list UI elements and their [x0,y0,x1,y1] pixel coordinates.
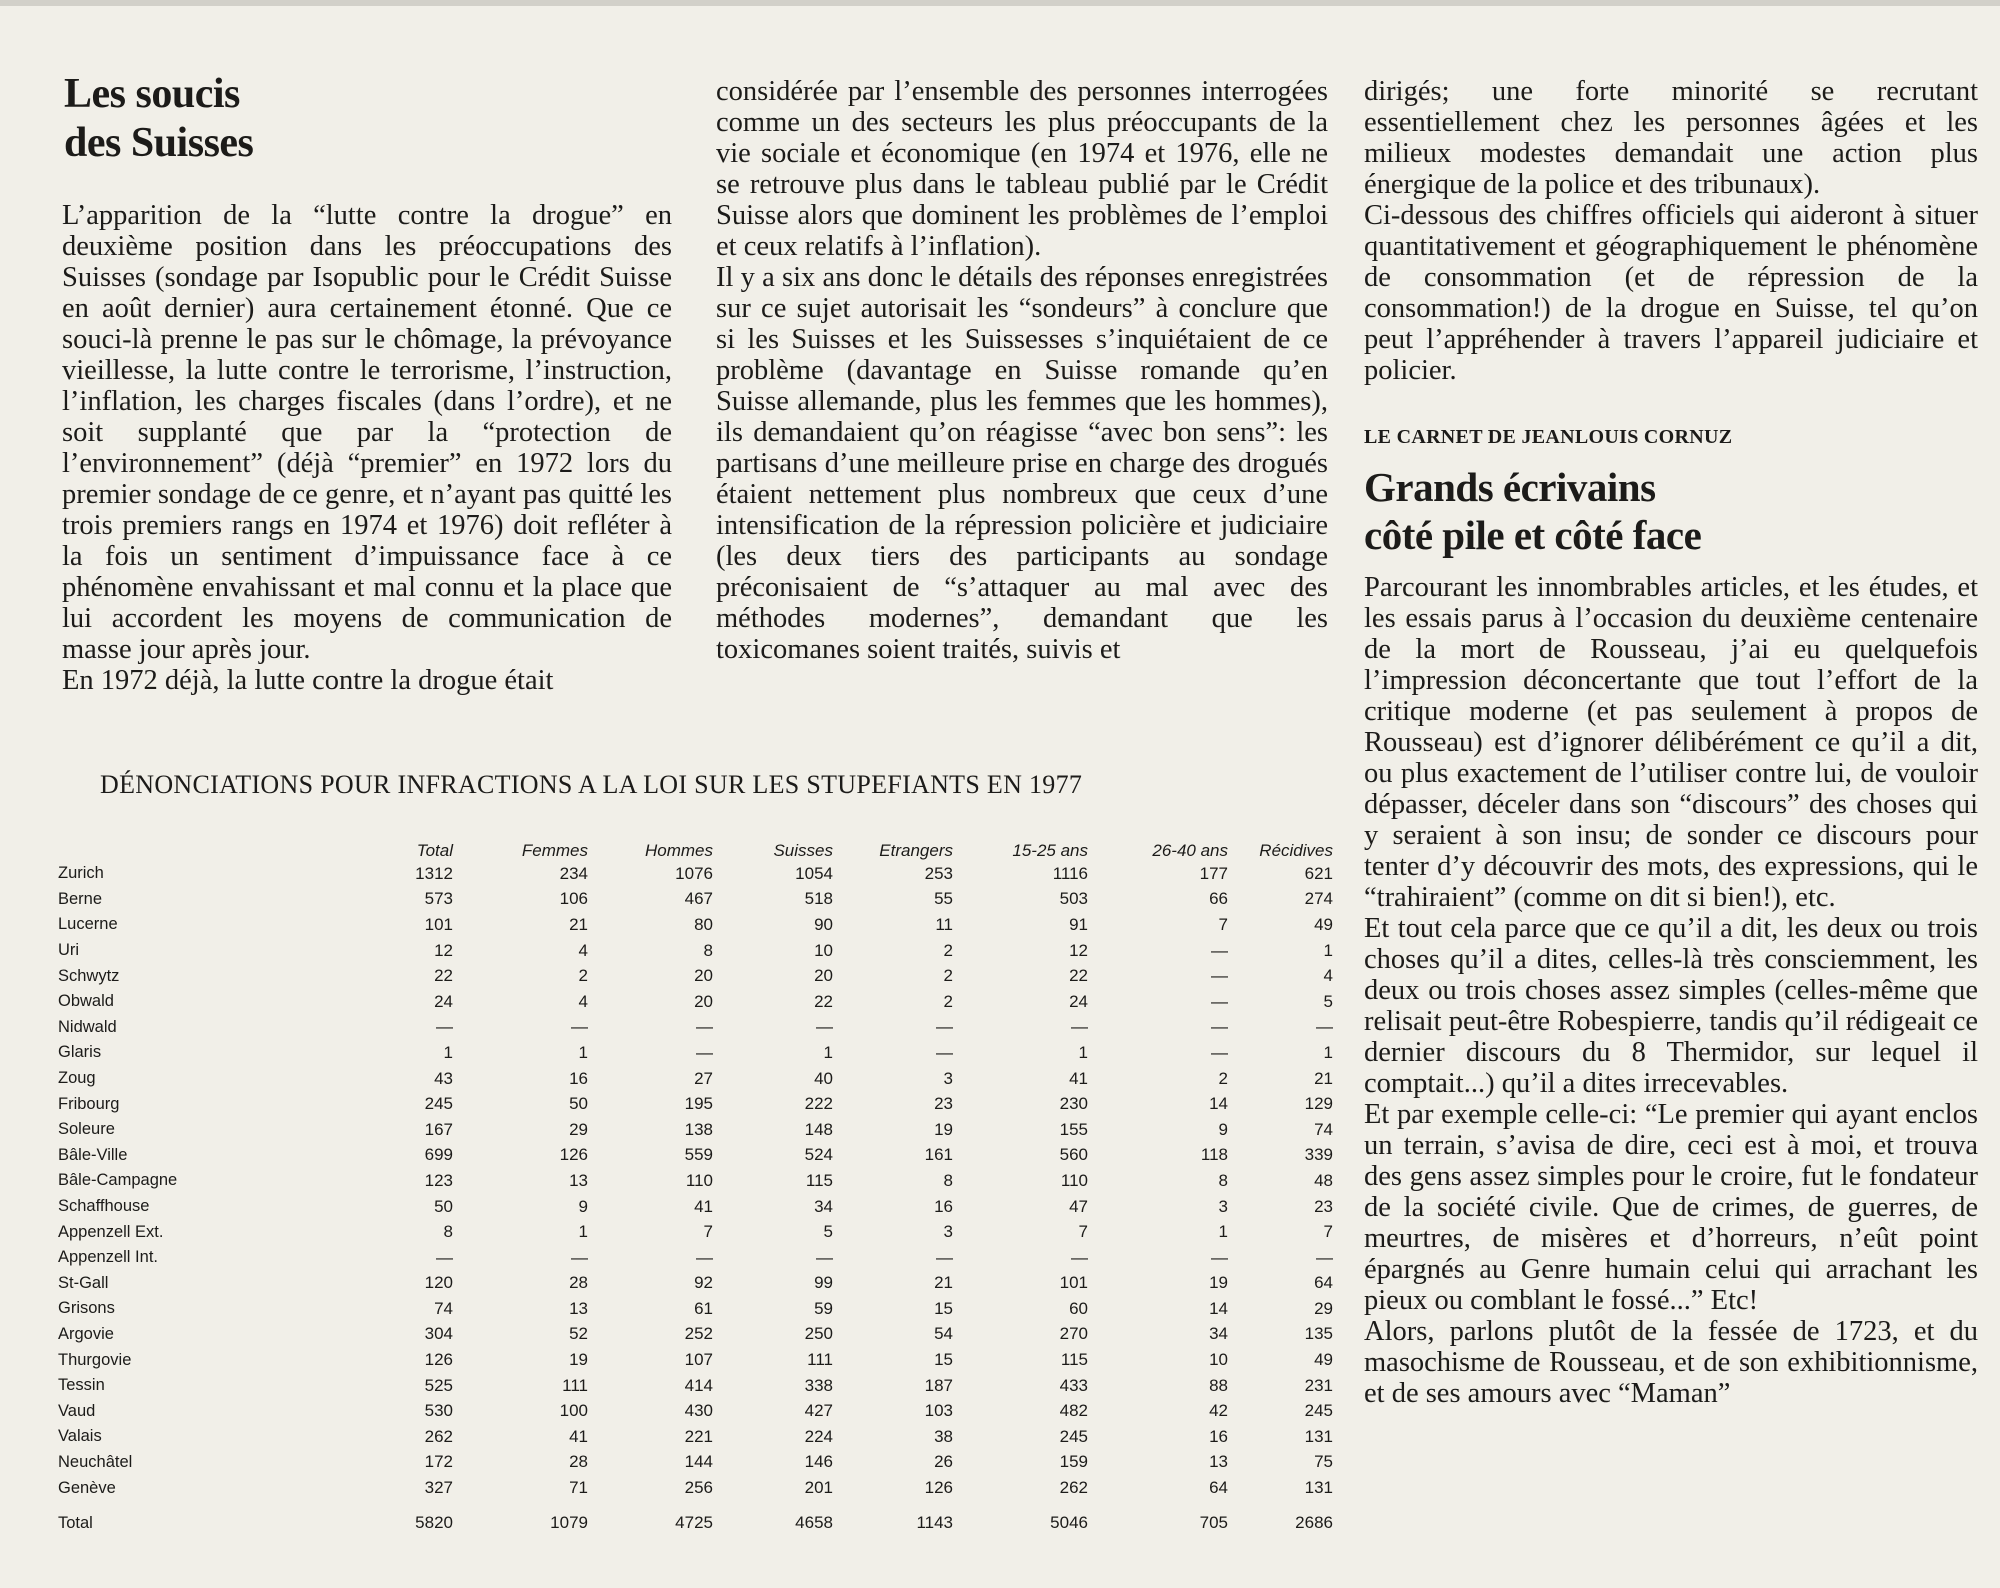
table-cell: 21 [1314,1068,1333,1088]
table-cell: 19 [569,1350,588,1370]
table-row [58,1373,1333,1399]
table-cell: 1054 [795,863,833,883]
table-cell: 22 [814,991,833,1011]
table-cell: 530 [424,1401,453,1421]
table-cell: — [1071,1247,1088,1267]
table-cell: 129 [1304,1094,1333,1114]
table-cell: 1 [1218,1222,1228,1242]
table-cell: 126 [424,1350,453,1370]
table-cell: 234 [559,863,588,883]
table-row [58,887,1333,913]
table-cell: 1 [578,1222,588,1242]
table-cell: 13 [569,1170,588,1190]
total-cell: 705 [1199,1512,1228,1532]
table-cell: — [1316,1247,1333,1267]
canton-name: Thurgovie [58,1350,132,1369]
canton-name: Tessin [58,1376,105,1395]
table-cell: 15 [934,1350,953,1370]
table-cell: 16 [934,1196,953,1216]
table-cell: 13 [569,1298,588,1318]
table-row [58,1450,1333,1476]
total-cell: 1079 [550,1512,588,1532]
table-cell: 111 [807,1350,833,1370]
table-cell: 24 [434,991,453,1011]
table-cell: 4 [578,991,588,1011]
table-row [58,1475,1333,1501]
table-cell: 120 [424,1273,453,1293]
table-row [58,1296,1333,1322]
table-cell: 13 [1209,1452,1228,1472]
paragraph: Ci-dessous des chiffres officiels qui aideront à situer quantitativement et géographiquement le phénomène de consommation (et de répression de la consommation!) de la drogue en Suisse, tel qu’on peut l’appréhender à travers l’appareil judiciaire et policier. [1364,200,1978,386]
table-cell: 155 [1059,1119,1088,1139]
table-cell: 64 [1314,1273,1333,1293]
table-cell: 2 [578,966,588,986]
table-cell: 3 [1218,1196,1228,1216]
table-cell: 245 [1304,1401,1333,1421]
table-cell: 131 [1304,1426,1333,1446]
table-cell: — [936,1017,953,1037]
table-cell: 48 [1314,1170,1333,1190]
table-cell: 71 [569,1478,588,1498]
table-cell: — [1211,966,1228,986]
article2-block [1364,426,1978,559]
table-cell: 274 [1304,889,1333,909]
table-cell: 23 [934,1094,953,1114]
table-row [58,1091,1333,1117]
table-row [58,1398,1333,1424]
table-cell: 19 [1209,1273,1228,1293]
canton-name: Zoug [58,1069,96,1088]
table-cell: 54 [934,1324,953,1344]
table-cell: 503 [1059,889,1088,909]
table-cell: 7 [703,1222,713,1242]
total-cell: 4725 [675,1512,713,1532]
table-cell: — [571,1247,588,1267]
table-cell: 50 [434,1196,453,1216]
canton-name: Schaffhouse [58,1197,150,1216]
table-cell: 256 [684,1478,713,1498]
canton-name: Glaris [58,1043,102,1062]
table-cell: 327 [424,1478,453,1498]
table-cell: 560 [1059,1145,1088,1165]
table-cell: — [571,1017,588,1037]
canton-name: Genève [58,1478,116,1497]
column-header: Etrangers [879,841,953,860]
table-cell: 20 [814,966,833,986]
table-cell: 42 [1209,1401,1228,1421]
table-cell: 262 [1059,1478,1088,1498]
table-body [58,861,1333,1533]
table-cell: 5 [823,1222,833,1242]
table-cell: 43 [434,1068,453,1088]
table-cell: 167 [424,1119,453,1139]
table-cell: 28 [569,1452,588,1472]
table-cell: 304 [424,1324,453,1344]
table-cell: 2 [943,991,953,1011]
table-cell: 433 [1059,1375,1088,1395]
table-cell: 131 [1304,1478,1333,1498]
table-cell: 16 [569,1068,588,1088]
table-cell: 467 [684,889,713,909]
table-cell: 1 [1323,1042,1333,1062]
total-cell: 1143 [916,1512,953,1532]
canton-name: Valais [58,1427,102,1446]
table-cell: 92 [694,1273,713,1293]
table-cell: 9 [578,1196,588,1216]
table-cell: 3 [943,1068,953,1088]
table-cell: 8 [703,940,713,960]
table-cell: 101 [1059,1273,1088,1293]
table-row [58,963,1333,989]
table-cell: 135 [1304,1324,1333,1344]
table-row [58,1245,1333,1271]
canton-name: Bâle-Ville [58,1145,128,1164]
article1-column-2 [716,76,1328,665]
table-cell: 1116 [1052,863,1088,883]
table-cell: 22 [434,966,453,986]
table-cell: 40 [814,1068,833,1088]
table-cell: 9 [1218,1119,1228,1139]
table-cell: 12 [434,940,453,960]
canton-name: Berne [58,889,103,908]
table-cell: 27 [694,1068,713,1088]
table-cell: 1 [443,1042,453,1062]
headline-line: des Suisses [64,120,254,166]
table-cell: 621 [1304,863,1333,883]
table-cell: 110 [1060,1170,1088,1190]
column-header: Suisses [773,841,833,860]
table-cell: 74 [434,1298,453,1318]
table-cell: 19 [934,1119,953,1139]
column-header: 15-25 ans [1012,841,1088,860]
table-cell: — [696,1017,713,1037]
table-cell: — [1211,940,1228,960]
table-cell: 34 [814,1196,833,1216]
table-cell: 41 [569,1426,588,1446]
table-cell: 148 [804,1119,833,1139]
table-cell: 24 [1069,991,1088,1011]
table-row [58,938,1333,964]
table-cell: 414 [684,1375,713,1395]
table-cell: 187 [924,1375,953,1395]
table-cell: 159 [1059,1452,1088,1472]
table-cell: 47 [1069,1196,1088,1216]
page-top-edge [0,0,2000,6]
table-cell: 55 [934,889,953,909]
table-cell: 26 [934,1452,953,1472]
table-cell: 4 [578,940,588,960]
table-cell: 14 [1209,1094,1228,1114]
table-row [58,1424,1333,1450]
table-cell: 138 [684,1119,713,1139]
canton-name: Fribourg [58,1094,120,1113]
total-cell: 5046 [1050,1512,1088,1532]
table-cell: 427 [804,1401,833,1421]
table-cell: 49 [1314,914,1333,934]
table-cell: 146 [804,1452,833,1472]
column-header: Total [416,841,453,860]
table-cell: — [1211,1042,1228,1062]
canton-name: Neuchâtel [58,1452,133,1471]
table-cell: — [1071,1017,1088,1037]
table-cell: 253 [924,863,953,883]
table-cell: 103 [924,1401,953,1421]
table-cell: 100 [559,1401,588,1421]
canton-name: Appenzell Ext. [58,1222,164,1241]
table-cell: 101 [424,914,453,934]
table-row [58,1271,1333,1297]
table-cell: — [816,1017,833,1037]
table-cell: — [1211,1017,1228,1037]
total-cell: 2686 [1295,1512,1333,1532]
table-cell: — [1316,1017,1333,1037]
table-row [58,1117,1333,1143]
table-cell: 15 [934,1298,953,1318]
canton-name: Argovie [58,1324,114,1343]
table-cell: 28 [569,1273,588,1293]
table-cell: 41 [1069,1068,1088,1088]
table-cell: 21 [569,914,588,934]
table-cell: — [436,1247,453,1267]
table-cell: 222 [804,1094,833,1114]
canton-name: Uri [58,941,80,960]
table-cell: 74 [1314,1119,1333,1139]
canton-name: Vaud [58,1401,96,1420]
article2-headline [1364,463,1978,559]
table-cell: — [936,1042,953,1062]
table-cell: 339 [1304,1145,1333,1165]
paragraph: Et tout cela parce que ce qu’il a dit, les deux ou trois choses qu’il a dites, celles-là très consciemment, les deux ou trois choses assez simples (celles-même que relisait peut-être Robespierre, tandis qu’il rédigeait ce dernier discours du 8 Thermidor, sur lequel il comptait...) qu’il a dites irrecevables. [1364,913,1978,1099]
table-cell: 110 [685,1170,713,1190]
table-total-row [58,1501,1333,1533]
column-header: Hommes [644,841,713,860]
header-canton [58,833,208,861]
table-cell: — [936,1247,953,1267]
table-row [58,1322,1333,1348]
table-row [58,1066,1333,1092]
paragraph: En 1972 déjà, la lutte contre la drogue était [62,665,554,696]
table-row [58,1219,1333,1245]
canton-name: Nidwald [58,1017,117,1036]
table-cell: 201 [804,1478,833,1498]
table-cell: 250 [804,1324,833,1344]
table-cell: 38 [934,1426,953,1446]
table-cell: — [816,1247,833,1267]
paragraph: Alors, parlons plutôt de la fessée de 1723, et du masochisme de Rousseau, et de son exhibitionnisme, et de ses amours avec “Maman” [1364,1316,1978,1409]
table-cell: 16 [1209,1426,1228,1446]
table-row [58,861,1333,887]
article1-headline-block [64,70,624,168]
table-row [58,1015,1333,1041]
canton-name: Soleure [58,1120,115,1139]
table-cell: 195 [684,1094,713,1114]
column-kicker: LE CARNET DE JEANLOUIS CORNUZ [1364,426,1733,448]
table-cell: 172 [424,1452,453,1472]
table-cell: 430 [684,1401,713,1421]
table-row [58,1168,1333,1194]
table-cell: 52 [569,1324,588,1344]
statistics-table [58,833,1333,1533]
table-cell: 8 [1218,1170,1228,1190]
table-cell: 49 [1314,1350,1333,1370]
paragraph: L’apparition de la “lutte contre la drogue” en deuxième position dans les préoccupations des Suisses (sondage par Isopublic pour le Crédit Suisse en août dernier) aura certainement étonné. Que ce souci-là prenne le pas sur le chômage, la prévoyance vieillesse, la lutte contre le terrorisme, l’instruction, l’inflation, les charges fiscales (dans l’ordre), et ne soit supplanté que par la “protection de l’environnement” (déjà “premier” en 1972 lors du premier sondage de ce genre, et n’ayant pas quitté les trois premiers rangs en 1974 et 1976) doit refléter à la fois un sentiment d’impuissance face à ce phénomène envahissant et mal connu et la place que lui accordent les moyens de communication de masse jour après jour. [62,200,672,665]
paragraph: dirigés; une forte minorité se recrutant essentiellement chez les personnes âgées et les milieux modestes demandait une action plus énergique de la police et des tribunaux). [1364,76,1978,200]
table-cell: 573 [424,889,453,909]
table-cell: — [1211,991,1228,1011]
table-row [58,1194,1333,1220]
headline-line: côté pile et côté face [1364,512,1702,558]
table-cell: 34 [1209,1324,1228,1344]
table-cell: 10 [814,940,833,960]
table-cell: 64 [1209,1478,1228,1498]
canton-name: St-Gall [58,1273,109,1292]
table-cell: 123 [424,1170,453,1190]
table-cell: 99 [814,1273,833,1293]
table-cell: 245 [1059,1426,1088,1446]
table-cell: 20 [694,991,713,1011]
table-cell: 525 [424,1375,453,1395]
table-cell: 14 [1209,1298,1228,1318]
table-cell: 144 [684,1452,713,1472]
table-cell: 1076 [675,863,713,883]
table-cell: — [1211,1247,1228,1267]
article2-body [1364,572,1978,1409]
canton-name: Bâle-Campagne [58,1171,178,1190]
table-cell: 126 [559,1145,588,1165]
table-header-row [58,833,1333,861]
table-row [58,1143,1333,1169]
table-cell: 107 [684,1350,713,1370]
table-title: DÉNONCIATIONS POUR INFRACTIONS A LA LOI SUR LES STUPEFIANTS EN 1977 [100,770,1083,799]
table-row [58,989,1333,1015]
total-label: Total [58,1513,93,1532]
table-cell: 221 [684,1426,713,1446]
table-cell: 7 [1323,1222,1333,1242]
table-cell: 106 [559,889,588,909]
table-cell: 1312 [415,863,453,883]
table-cell: 4 [1323,966,1333,986]
table-cell: 262 [424,1426,453,1446]
table-cell: 115 [805,1170,833,1190]
canton-name: Lucerne [58,915,118,934]
table-cell: 270 [1059,1324,1088,1344]
table-cell: 59 [814,1298,833,1318]
table-cell: 75 [1314,1452,1333,1472]
table-cell: 1 [823,1042,833,1062]
column-header: 26-40 ans [1152,841,1228,860]
table-cell: 50 [569,1094,588,1114]
table-cell: 88 [1209,1375,1228,1395]
table-cell: 245 [424,1094,453,1114]
table-cell: — [696,1247,713,1267]
table-cell: — [696,1042,713,1062]
article1-column-1 [62,200,672,696]
table-cell: 3 [943,1222,953,1242]
table-cell: 224 [804,1426,833,1446]
table-cell: 29 [1314,1298,1333,1318]
canton-name: Grisons [58,1299,115,1318]
paragraph: Il y a six ans donc le détails des réponses enregistrées sur ce sujet autorisait les “sondeurs” à conclure que si les Suisses et les Suissesses s’inquiétaient de ce problème (davantage en Suisse romande qu’en Suisse allemande, plus les femmes que les hommes), ils demandaient qu’on réagisse “avec bon sens”: les partisans d’une meilleure prise en charge des drogués étaient nettement plus nombreux que ceux d’une intensification de la répression policière et judiciaire (les deux tiers des participants au sondage préconisaient de “s’attaquer au mal avec des méthodes modernes”, demandant que les toxicomanes soient traités, suivis et [716,262,1328,665]
table-cell: 8 [943,1170,953,1190]
table-cell: 22 [1069,966,1088,986]
table-cell: 23 [1314,1196,1333,1216]
headline-line: Grands écrivains [1364,464,1656,510]
canton-name: Schwytz [58,966,120,985]
total-cell: 4658 [795,1512,833,1532]
column-header: Femmes [521,841,588,860]
table-cell: 111 [562,1375,588,1395]
table-cell: 60 [1069,1298,1088,1318]
table-cell: 338 [804,1375,833,1395]
table-cell: 230 [1059,1094,1088,1114]
column-header: Récidives [1259,841,1333,860]
paragraph: considérée par l’ensemble des personnes interrogées comme un des secteurs les plus préoccupants de la vie sociale et économique (en 1974 et 1976, elle ne se retrouve plus dans le tableau publié par le Crédit Suisse alors que dominent les problèmes de l’emploi et ceux relatifs à l’inflation). [716,76,1328,262]
article1-headline [64,70,624,168]
table-cell: 80 [694,914,713,934]
table-cell: 252 [684,1324,713,1344]
table-cell: 2 [943,940,953,960]
table-cell: 1 [578,1042,588,1062]
paragraph: Et par exemple celle-ci: “Le premier qui ayant enclos un terrain, s’avisa de dire, ceci est à moi, et trouva des gens assez simples pour le croire, fut le fondateur de la société civile. Que de crimes, de guerres, de meurtres, de misères et d’horreurs, n’eût point épargnés au Genre humain celui qui arrachant les pieux ou comblant le fossé...” Etc! [1364,1099,1978,1316]
article1-column-3 [1364,76,1978,386]
table-cell: 7 [1078,1222,1088,1242]
table-cell: 1 [1323,940,1333,960]
canton-name: Appenzell Int. [58,1248,158,1267]
table-cell: 524 [804,1145,833,1165]
table-cell: 21 [934,1273,953,1293]
table-cell: 5 [1323,991,1333,1011]
table-cell: 2 [1218,1068,1228,1088]
headline-line: Les soucis [64,71,240,117]
table-cell: 559 [684,1145,713,1165]
table-row [58,1347,1333,1373]
total-cell: 5820 [415,1512,453,1532]
table-row [58,912,1333,938]
table-cell: 91 [1069,914,1088,934]
table-cell: 11 [935,914,953,934]
table-cell: 126 [924,1478,953,1498]
table-cell: 90 [814,914,833,934]
table-cell: 41 [694,1196,713,1216]
table-cell: 29 [569,1119,588,1139]
table-cell: 8 [443,1222,453,1242]
canton-name: Obwald [58,992,114,1011]
paragraph: Parcourant les innombrables articles, et les études, et les essais parus à l’occasion du deuxième centenaire de la mort de Rousseau, j’ai eu quelquefois l’impression déconcertante que tout l’effort de la critique moderne (et pas seulement à propos de Rousseau) est d’ignorer délibérément ce qu’il a dit, ou plus exactement de l’utiliser contre lui, de vouloir dépasser, déceler dans son “discours” des choses qui y seraient à son insu; de sonder ce discours pour tenter d’y découvrir des mots, des expressions, qui le “trahiraient” (comme on dit si bien!), etc. [1364,572,1978,913]
canton-name: Zurich [58,864,104,883]
table-cell: 61 [694,1298,713,1318]
table-cell: 177 [1199,863,1228,883]
table-cell: 2 [943,966,953,986]
table-cell: 518 [804,889,833,909]
table-cell: 231 [1304,1375,1333,1395]
table-cell: 482 [1059,1401,1088,1421]
table-cell: 20 [694,966,713,986]
table-cell: 10 [1209,1350,1228,1370]
table-cell: 66 [1209,889,1228,909]
table-cell: 161 [924,1145,953,1165]
table-cell: 115 [1060,1350,1088,1370]
table-cell: 7 [1218,914,1228,934]
table-cell: 12 [1069,940,1088,960]
table-cell: 699 [424,1145,453,1165]
table-cell: 118 [1200,1145,1228,1165]
table-cell: — [436,1017,453,1037]
table-cell: 1 [1078,1042,1088,1062]
table-row [58,1040,1333,1066]
